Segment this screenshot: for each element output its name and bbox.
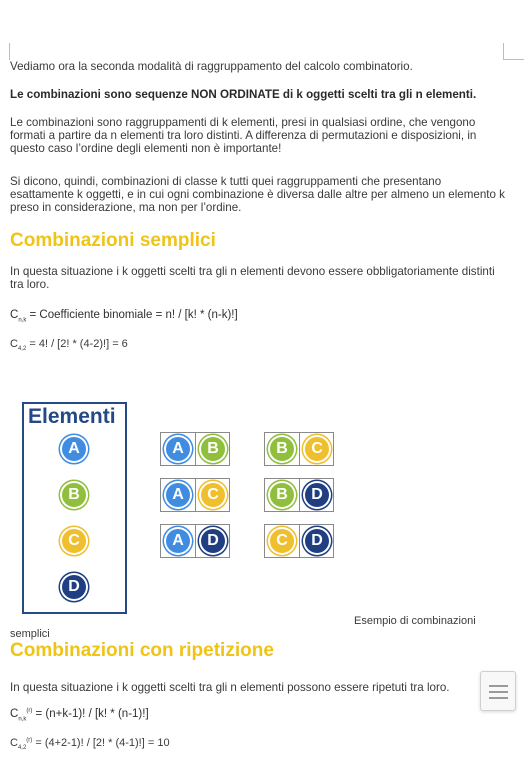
element-d-circle [62,575,86,599]
formula-subscript: 4,2 [17,745,27,752]
element-a-circle [166,437,190,461]
formula-text: = (n+k-1)! / [k! * (n-1)!] [32,708,149,720]
pair-divider [195,525,196,557]
combination-pair [160,432,230,466]
element-letter: A [172,486,184,503]
section-simple-text: In questa situazione i k oggetti scelti tra gli n elementi devono essere obbligatoriamente distinti tra loro. [10,265,495,292]
figure-caption: Esempio di combinazioni [354,615,476,627]
element-a-circle [166,529,190,553]
paragraph-1: Le combinazioni sono raggruppamenti di k elementi, presi in qualsiasi ordine, che vengono formati a partire da n elementi tra loro distinti. A differenza di permutazioni e disposizioni, in questo caso l’ordine degli elementi non è importante! [10,116,477,156]
element-letter: B [207,440,219,457]
formula-symbol: C [10,737,18,749]
pair-divider [195,479,196,511]
element-letter: D [68,578,80,595]
element-b-circle [201,437,225,461]
pair-divider [195,433,196,465]
section-repetition-text: In questa situazione i k oggetti scelti tra gli n elementi possono essere ripetuti tra loro. [10,681,450,694]
hamburger-icon [489,697,508,699]
pair-divider [299,479,300,511]
definition-paragraph: Le combinazioni sono sequenze NON ORDINATE di k oggetti scelti tra gli n elementi. [10,88,477,101]
element-a-circle [166,483,190,507]
element-c-circle [62,529,86,553]
element-letter: A [68,440,80,457]
element-letter: A [172,532,184,549]
elements-title: Elementi [28,405,116,428]
element-letter: C [276,532,288,549]
hamburger-icon [489,685,508,687]
formula-subscript: 4,2 [17,346,27,353]
formula-simple-example [10,338,128,356]
section-heading-repetition: Combinazioni con ripetizione [10,640,274,661]
combination-pair [264,432,334,466]
element-letter: D [311,486,323,503]
formula-symbol: C [10,309,19,321]
intro-paragraph: Vediamo ora la seconda modalità di raggruppamento del calcolo combinatorio. [10,60,413,73]
formula-text: = Coefficiente binomiale = n! / [k! * (n-k)!] [26,309,238,321]
element-letter: C [207,486,219,503]
formula-superscript: (r) [26,737,33,744]
section-heading-simple: Combinazioni semplici [10,230,216,251]
menu-toggle-button[interactable] [480,671,516,711]
element-letter: A [172,440,184,457]
page-corner-mark [9,43,10,60]
element-a-circle [62,437,86,461]
element-b-circle [270,437,294,461]
pair-divider [299,525,300,557]
element-letter: C [311,440,323,457]
formula-symbol: C [10,708,19,720]
hamburger-icon [489,691,508,693]
element-c-circle [305,437,329,461]
formula-subscript: n,k [18,716,27,723]
element-b-circle [270,483,294,507]
formula-repetition-example [10,737,170,751]
formula-text: = (4+2-1)! / [2! * (4-1)!] = 10 [32,737,170,749]
combination-pair [160,524,230,558]
element-c-circle [201,483,225,507]
formula-superscript: (r) [26,708,33,715]
element-d-circle [201,529,225,553]
pair-divider [299,433,300,465]
paragraph-2: Si dicono, quindi, combinazioni di classe k tutti quei raggruppamenti che presentano esattamente k oggetti, e in cui ogni combinazione è diversa dalle altre per almeno un elemento k preso in considerazione, ma non per l’ordine. [10,175,505,215]
page-corner-mark [503,43,504,60]
formula-text: = 4! / [2! * (4-2)!] = 6 [26,338,128,350]
element-letter: B [276,486,288,503]
element-letter: D [207,532,219,549]
combination-pair [160,478,230,512]
element-letter: B [68,486,80,503]
element-b-circle [62,483,86,507]
element-letter: D [311,532,323,549]
formula-simple [10,309,238,328]
combination-pair [264,524,334,558]
element-letter: C [68,532,80,549]
element-letter: B [276,440,288,457]
formula-repetition [10,708,149,722]
element-d-circle [305,529,329,553]
element-c-circle [270,529,294,553]
figure-caption-continued: semplici [10,628,50,640]
page-corner-mark [503,59,524,60]
combination-pair [264,478,334,512]
formula-subscript: n,k [18,317,27,324]
element-d-circle [305,483,329,507]
formula-symbol: C [10,338,18,350]
